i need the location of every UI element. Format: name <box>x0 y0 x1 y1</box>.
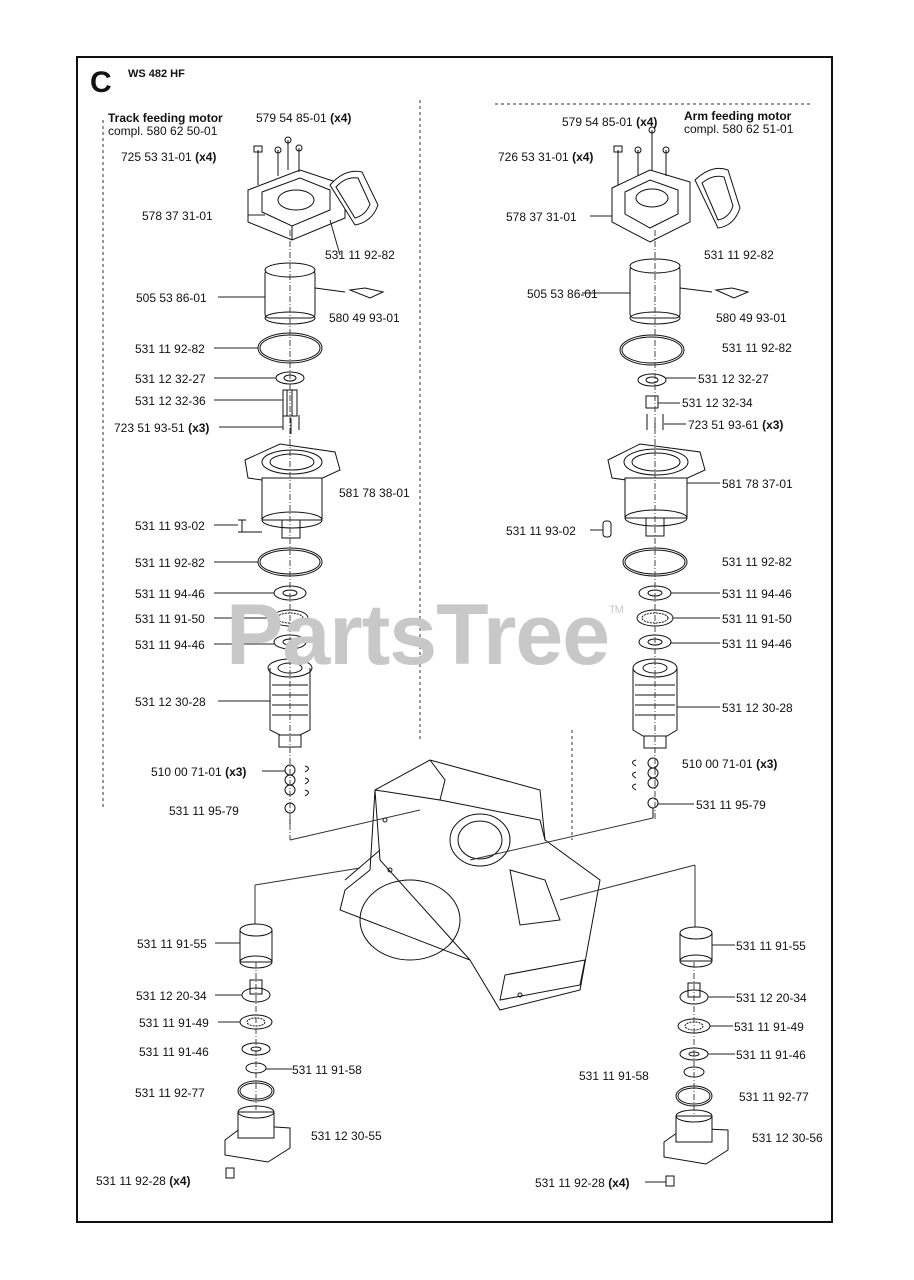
part-label: 531 11 92-28 (x4) <box>96 1174 191 1188</box>
part-label: 531 12 32-34 <box>682 396 753 410</box>
bottom-right-stack <box>664 927 728 1186</box>
part-label: 510 00 71-01 (x3) <box>151 765 247 779</box>
part-label: 531 11 94-46 <box>135 638 205 652</box>
part-label: 531 11 92-82 <box>135 342 205 356</box>
label-leaders <box>214 215 735 1182</box>
part-label: 505 53 86-01 <box>136 291 207 305</box>
part-label: 531 11 91-50 <box>135 612 205 626</box>
part-label: 531 11 91-49 <box>139 1016 209 1030</box>
section-letter: C <box>90 66 112 99</box>
part-label: 579 54 85-01 (x4) <box>256 111 352 125</box>
part-label: 531 12 20-34 <box>136 989 207 1003</box>
part-label: 531 11 92-82 <box>722 555 792 569</box>
part-label: 531 11 92-28 (x4) <box>535 1176 630 1190</box>
part-label: 531 11 95-79 <box>696 798 766 812</box>
watermark: PartsTree™ <box>226 587 623 683</box>
part-label: 531 11 91-46 <box>139 1045 209 1059</box>
part-label: 723 51 93-61 (x3) <box>688 418 784 432</box>
part-label: 531 11 91-58 <box>292 1063 362 1077</box>
part-label: 531 12 30-28 <box>722 701 793 715</box>
part-label: 579 54 85-01 (x4) <box>562 115 658 129</box>
part-label: 531 12 30-56 <box>752 1131 823 1145</box>
right-group-header <box>684 110 793 136</box>
part-label: 725 53 31-01 (x4) <box>121 150 217 164</box>
part-label: 505 53 86-01 <box>527 287 598 301</box>
part-label: 531 12 20-34 <box>736 991 807 1005</box>
part-label: 531 11 91-50 <box>722 612 792 626</box>
part-label: 531 11 92-82 <box>722 341 792 355</box>
part-label: 531 11 94-46 <box>722 587 792 601</box>
part-label: 531 11 92-82 <box>325 248 395 262</box>
part-label: 531 11 94-46 <box>722 637 792 651</box>
part-label: 531 11 94-46 <box>135 587 205 601</box>
part-label: 531 11 95-79 <box>169 804 239 818</box>
part-label: 578 37 31-01 <box>142 209 213 223</box>
part-label: 531 11 92-77 <box>135 1086 205 1100</box>
part-label: 581 78 38-01 <box>339 486 410 500</box>
part-label: 580 49 93-01 <box>716 311 787 325</box>
model-title: WS 482 HF <box>128 68 185 80</box>
part-label: 578 37 31-01 <box>506 210 577 224</box>
part-label: 531 11 93-02 <box>135 519 205 533</box>
part-label: 510 00 71-01 (x3) <box>682 757 778 771</box>
part-label: 726 53 31-01 (x4) <box>498 150 594 164</box>
part-label: 531 11 91-49 <box>734 1020 804 1034</box>
part-label: 531 12 32-27 <box>135 372 206 386</box>
part-label: 531 11 91-46 <box>736 1048 806 1062</box>
part-label: 581 78 37-01 <box>722 477 793 491</box>
left-group-header <box>108 112 223 138</box>
part-label: 531 11 91-58 <box>579 1069 649 1083</box>
part-label: 531 12 32-27 <box>698 372 769 386</box>
part-label: 531 11 91-55 <box>736 939 806 953</box>
part-label: 531 12 30-28 <box>135 695 206 709</box>
part-label: 531 11 92-77 <box>739 1090 809 1104</box>
right-header-line1: Arm feeding motor <box>684 109 792 123</box>
part-label: 723 51 93-51 (x3) <box>114 421 210 435</box>
part-label: 531 12 32-36 <box>135 394 206 408</box>
bottom-left-stack <box>225 924 290 1178</box>
left-header-line2: compl. 580 62 50-01 <box>108 124 218 138</box>
part-label: 531 12 30-55 <box>311 1129 382 1143</box>
part-label: 531 11 92-82 <box>135 556 205 570</box>
main-housing <box>340 760 600 1010</box>
part-label: 531 11 93-02 <box>506 524 576 538</box>
part-label: 531 11 91-55 <box>137 937 207 951</box>
right-header-line2: compl. 580 62 51-01 <box>684 122 794 136</box>
part-label: 580 49 93-01 <box>329 311 400 325</box>
part-label: 531 11 92-82 <box>704 248 774 262</box>
left-header-line1: Track feeding motor <box>108 111 223 125</box>
right-motor-stack <box>603 127 748 820</box>
